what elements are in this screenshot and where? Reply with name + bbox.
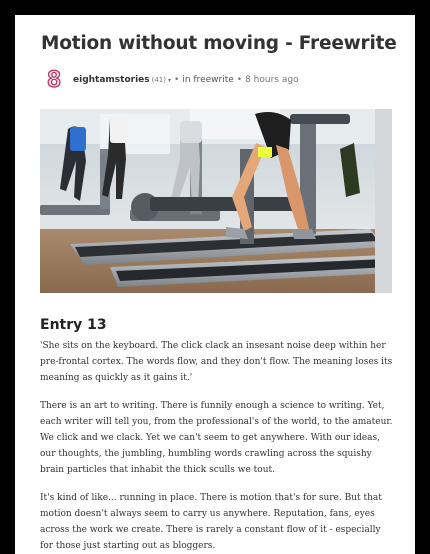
- author-reputation: (41): [151, 76, 166, 84]
- category-link[interactable]: in freewrite: [182, 75, 234, 85]
- author-name[interactable]: eightamstories: [73, 75, 150, 85]
- treadmill-gym-photo: [40, 109, 392, 293]
- author-avatar[interactable]: 8: [47, 66, 61, 93]
- body-paragraph: It's kind of like... running in place. There is motion that's for sure. But that motion doesn't always seem to carry us anywhere. Reputation, fans, eyes across the work we create. There is rarely a constant flow of it - especially for those just starting out as bloggers.: [40, 493, 382, 551]
- post-body: [40, 339, 396, 554]
- post-page: [15, 15, 415, 554]
- body-paragraph: 'She sits on the keyboard. The click clack an insesant noise deep within her pre-frontal cortex. The words flow, and they don't flow. The meaning loses its meaning as quickly as it gains it.': [40, 341, 393, 383]
- hero-illustration: [40, 109, 392, 293]
- chevron-down-icon[interactable]: ▾: [168, 76, 172, 84]
- post-title: Motion without moving - Freewrite: [41, 33, 397, 54]
- meta-separator: •: [236, 75, 243, 85]
- post-meta: [41, 67, 299, 93]
- entry-heading: Entry 13: [40, 317, 107, 333]
- body-paragraph: There is an art to writing. There is funnily enough a science to writing. Yet, each writer will tell you, from the professional's of the world, to the amateur. We click and we clack. Yet we can't seem to get anywhere. With our ideas, our thoughts, the jumbling, humbling words crawling across the squishy brain particles that inhabit the thick sculls we tout.: [40, 401, 393, 475]
- meta-separator: •: [174, 75, 180, 85]
- post-time: 8 hours ago: [245, 75, 299, 85]
